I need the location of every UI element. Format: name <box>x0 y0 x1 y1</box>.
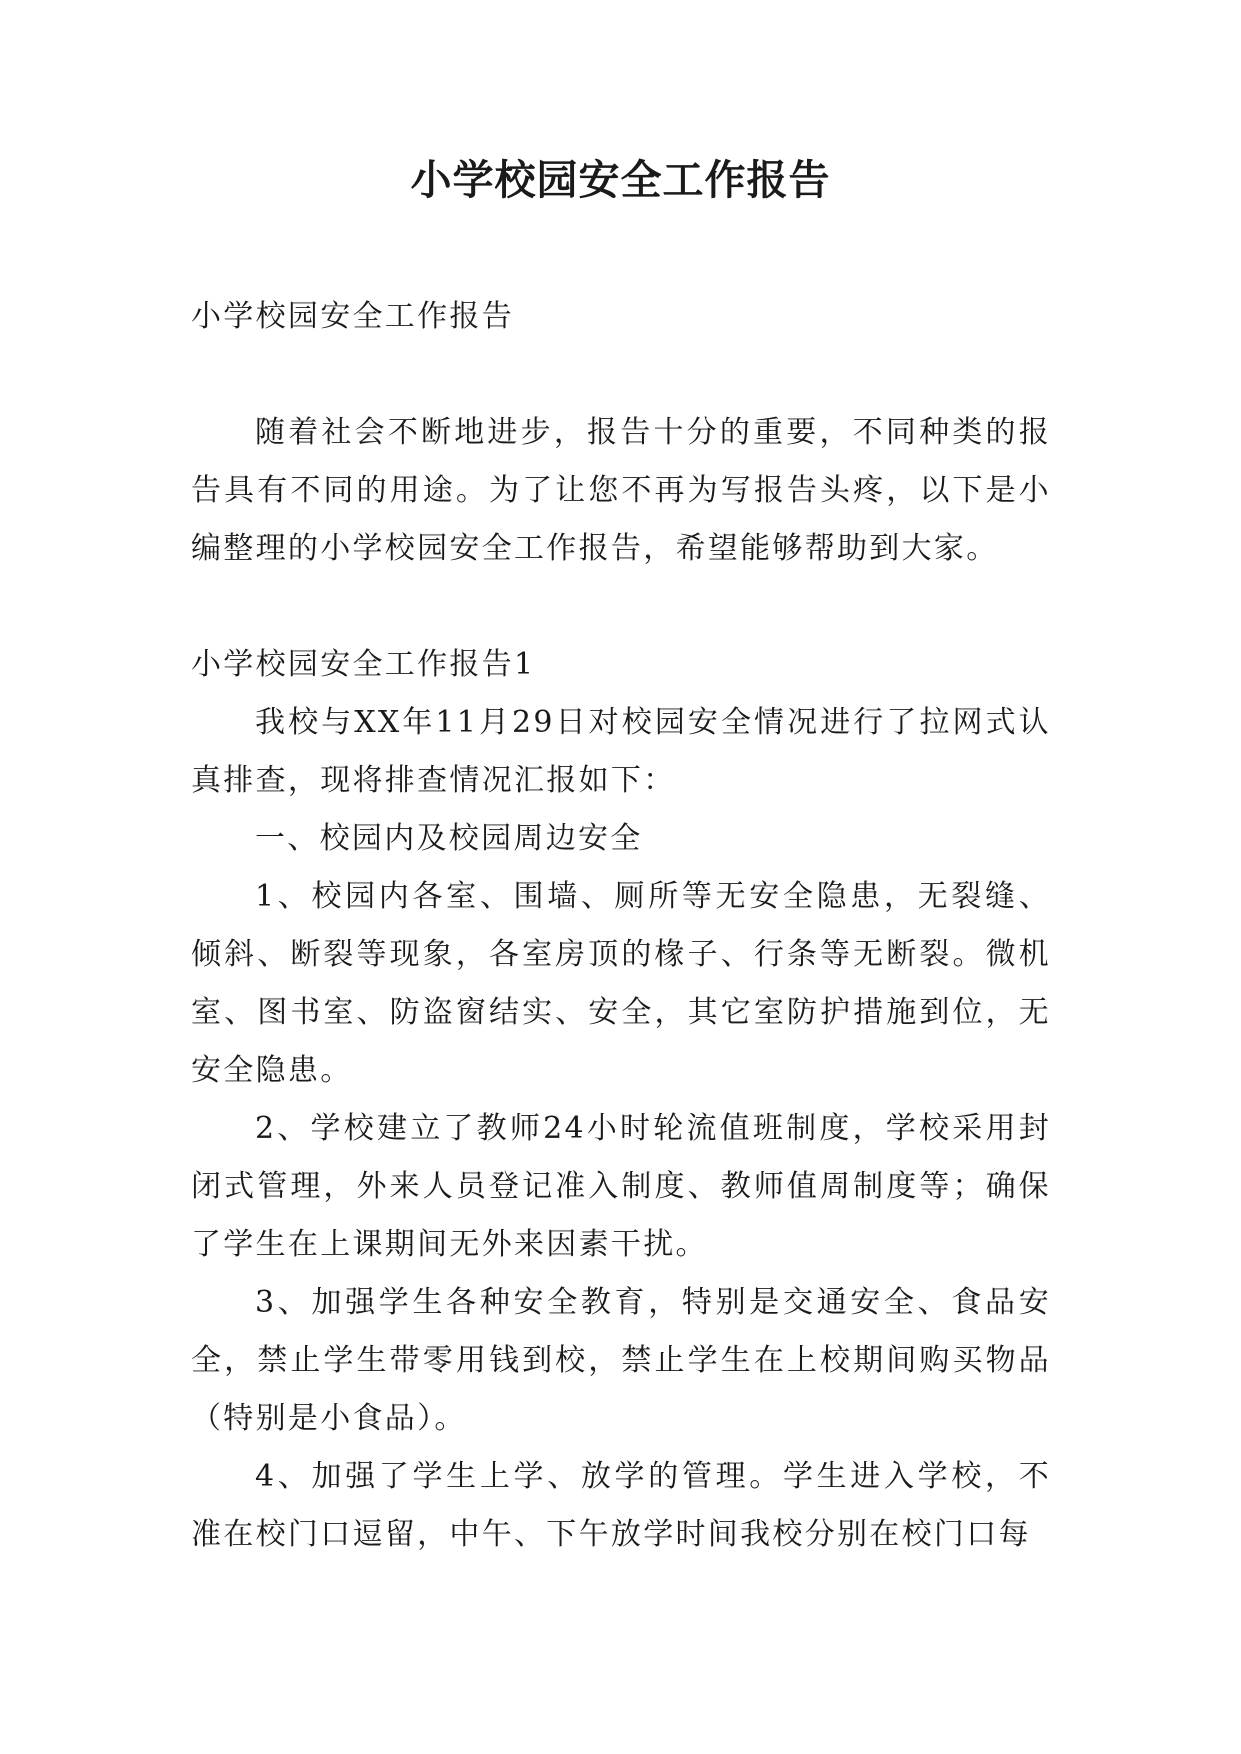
body-paragraph: 3、加强学生各种安全教育，特别是交通安全、食品安全，禁止学生带零用钱到校，禁止学生在上校期间购买物品（特别是小食品）。 <box>191 1285 1051 1436</box>
body-paragraph: 1、校园内各室、围墙、厕所等无安全隐患，无裂缝、倾斜、断裂等现象，各室房顶的椽子、行条等无断裂。微机室、图书室、防盗窗结实、安全，其它室防护措施到位，无安全隐患。 <box>191 879 1051 1088</box>
section-heading: 小学校园安全工作报告1 <box>191 647 536 682</box>
intro-paragraph: 随着社会不断地进步，报告十分的重要，不同种类的报告具有不同的用途。为了让您不再为写报告头疼，以下是小编整理的小学校园安全工作报告，希望能够帮助到大家。 <box>191 415 1051 566</box>
body-paragraph: 2、学校建立了教师24小时轮流值班制度，学校采用封闭式管理，外来人员登记准入制度、教师值周制度等；确保了学生在上课期间无外来因素干扰。 <box>191 1111 1051 1262</box>
document-title: 小学校园安全工作报告 <box>410 156 831 204</box>
body-paragraph: 我校与XX年11月29日对校园安全情况进行了拉网式认真排查，现将排查情况汇报如下： <box>191 705 1051 798</box>
report-body <box>191 694 1051 1564</box>
document-subtitle: 小学校园安全工作报告 <box>191 299 514 334</box>
intro-section <box>191 404 1051 578</box>
body-paragraph: 一、校园内及校园周边安全 <box>255 821 643 856</box>
body-paragraph: 4、加强了学生上学、放学的管理。学生进入学校，不准在校门口逗留，中午、下午放学时间我校分别在校门口每 <box>191 1459 1051 1552</box>
